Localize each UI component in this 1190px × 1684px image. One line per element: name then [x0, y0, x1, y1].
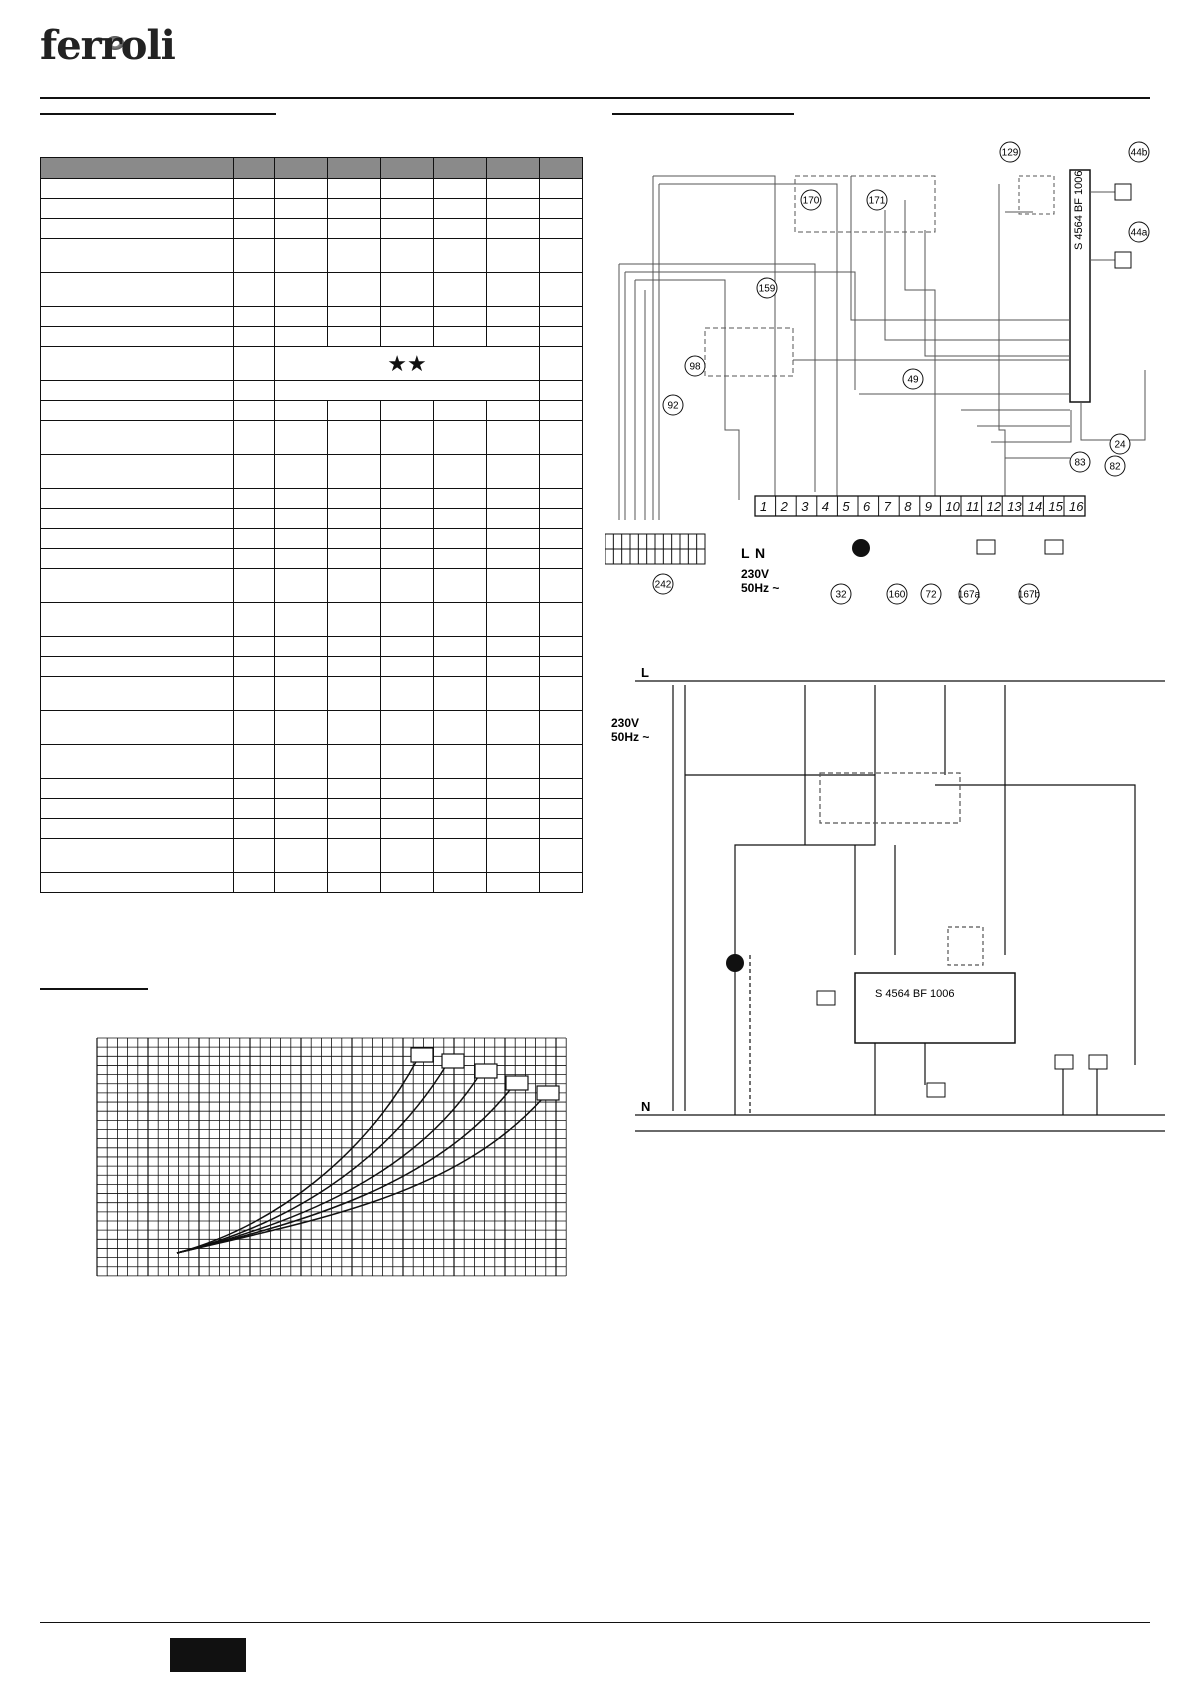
callout-171: 171 — [868, 195, 886, 207]
callout-72: 72 — [925, 589, 937, 601]
table-row — [41, 529, 583, 549]
section-rule-chart — [40, 988, 148, 990]
callout-49: 49 — [907, 374, 919, 386]
supply-frequency-label-2: 50Hz ~ — [611, 730, 650, 744]
line-label-2: L — [641, 665, 649, 680]
table-row — [41, 657, 583, 677]
neutral-label-2: N — [641, 1099, 651, 1114]
section-rule-left — [40, 113, 276, 115]
table-row — [41, 381, 583, 401]
table-row — [41, 779, 583, 799]
terminal-number: 1 — [760, 499, 768, 514]
relay-167a — [1055, 1055, 1073, 1069]
chart-curve-3 — [177, 1074, 480, 1253]
terminal-number: 11 — [966, 499, 980, 514]
table-row — [41, 179, 583, 199]
callout-129: 129 — [1001, 147, 1019, 159]
table-row — [41, 273, 583, 307]
curve-label-box-3 — [475, 1064, 497, 1078]
curve-label-box-5 — [537, 1086, 559, 1100]
table-row — [41, 347, 583, 381]
table-row — [41, 489, 583, 509]
section-rule-right — [612, 113, 794, 115]
terminal-number: 6 — [863, 499, 871, 514]
table-row — [41, 421, 583, 455]
controller-model-label: S 4564 BF 1006 — [1073, 170, 1085, 250]
callout-242: 242 — [654, 579, 672, 591]
table-row — [41, 637, 583, 657]
terminal-number: 5 — [842, 499, 850, 514]
terminal-number: 9 — [924, 499, 933, 514]
terminal-number: 13 — [1007, 499, 1022, 514]
table-row — [41, 401, 583, 421]
line-label: L — [741, 545, 750, 561]
dashed-switch-box-2 — [705, 328, 793, 376]
pump-icon-2 — [726, 954, 744, 972]
terminal-number: 10 — [945, 499, 960, 514]
relay-44b — [927, 1083, 945, 1097]
terminal-number: 15 — [1048, 499, 1063, 514]
callout-160: 160 — [888, 589, 906, 601]
table-row — [41, 327, 583, 347]
relay-44a — [817, 991, 835, 1005]
table-row — [41, 549, 583, 569]
neutral-label: N — [755, 545, 766, 561]
chart-curve-2 — [177, 1064, 447, 1253]
callout-167b: 167b — [1017, 589, 1041, 601]
table-row — [41, 509, 583, 529]
chart-curves — [177, 1060, 543, 1253]
terminal-number: 8 — [904, 499, 912, 514]
callout-44a: 44a — [1130, 227, 1148, 239]
table-row — [41, 873, 583, 893]
table-row — [41, 455, 583, 489]
terminal-number: 3 — [801, 499, 809, 514]
supply-voltage-label: 230V — [741, 567, 770, 581]
callout-24: 24 — [1114, 439, 1126, 451]
terminal-number: 12 — [986, 499, 1002, 514]
callout-159: 159 — [758, 283, 776, 295]
callout-44b: 44b — [1130, 147, 1148, 159]
curve-label-box-4 — [506, 1076, 528, 1090]
table-row — [41, 745, 583, 779]
callout-98: 98 — [689, 361, 701, 373]
pump-icon — [852, 539, 870, 557]
supply-frequency-label: 50Hz ~ — [741, 581, 780, 595]
callout-83: 83 — [1074, 457, 1086, 469]
table-row — [41, 307, 583, 327]
wiring-diagram-bottom — [605, 655, 1165, 1175]
controller-model-label-2: S 4564 BF 1006 — [875, 988, 955, 1000]
page-tab-marker — [170, 1638, 246, 1672]
table-row — [41, 819, 583, 839]
table-row — [41, 603, 583, 637]
table-row — [41, 711, 583, 745]
terminal-number: 7 — [883, 499, 891, 514]
terminal-number: 2 — [780, 499, 788, 514]
callout-92: 92 — [667, 400, 679, 412]
pressure-loss-chart — [95, 1036, 570, 1278]
curve-label-box-2 — [442, 1054, 464, 1068]
supply-voltage-label-2: 230V — [611, 716, 640, 730]
table-row — [41, 239, 583, 273]
table-row — [41, 799, 583, 819]
terminal-number: 4 — [821, 499, 830, 514]
callout-167a: 167a — [957, 589, 981, 601]
terminal-number: 14 — [1027, 499, 1043, 514]
table-row — [41, 677, 583, 711]
footer-rule — [40, 1622, 1150, 1623]
table-header-row — [41, 158, 583, 179]
table-row — [41, 839, 583, 873]
terminal-number: 16 — [1069, 499, 1084, 514]
brand-name: ferroli — [40, 22, 175, 69]
curve-label-box-1 — [411, 1048, 433, 1062]
technical-data-table — [40, 157, 583, 893]
table-row — [41, 199, 583, 219]
dashed-lamp-box — [1019, 176, 1054, 214]
callout-32: 32 — [835, 589, 847, 601]
header-rule — [40, 97, 1150, 99]
callout-170: 170 — [802, 195, 820, 207]
energy-rating-stars: ★★ — [275, 347, 540, 381]
wiring-diagram-top — [605, 140, 1165, 610]
table-row — [41, 569, 583, 603]
relay-167b — [1089, 1055, 1107, 1069]
table-row — [41, 219, 583, 239]
callout-82: 82 — [1109, 461, 1121, 473]
